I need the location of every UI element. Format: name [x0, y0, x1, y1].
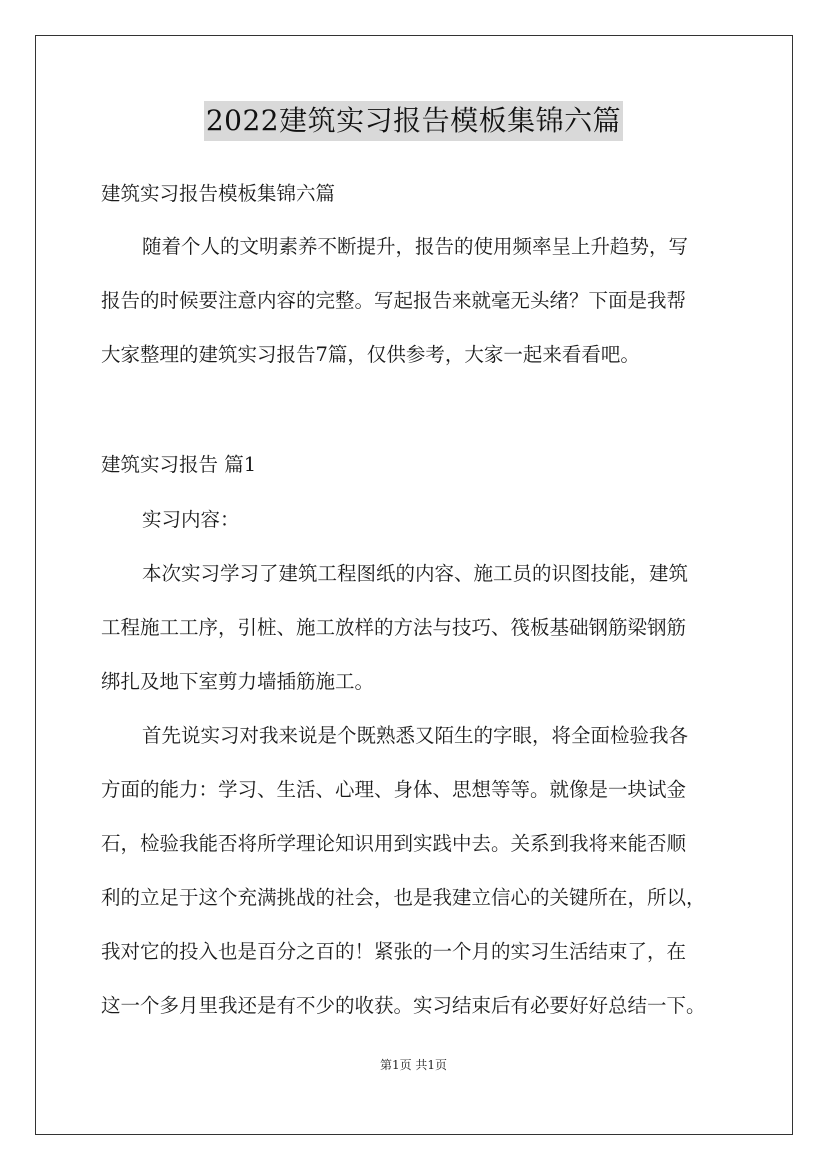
- paragraph-line: 我对它的投入也是百分之百的！紧张的一个月的实习生活结束了，在: [101, 940, 687, 963]
- paragraph-line: 本次实习学习了建筑工程图纸的内容、施工员的识图技能，建筑: [142, 562, 689, 585]
- intro-line: 报告的时候要注意内容的完整。写起报告来就毫无头绪？下面是我帮: [101, 289, 687, 312]
- section-heading: 建筑实习报告 篇1: [101, 453, 257, 476]
- title-container: [0, 101, 827, 141]
- paragraph-line: 石，检验我能否将所学理论知识用到实践中去。关系到我将来能否顺: [101, 832, 687, 855]
- intro-line: 随着个人的文明素养不断提升，报告的使用频率呈上升趋势，写: [142, 235, 689, 258]
- content-label: 实习内容：: [142, 508, 240, 531]
- document-subtitle: 建筑实习报告模板集锦六篇: [101, 182, 336, 205]
- paragraph-line: 绑扎及地下室剪力墙插筋施工。: [101, 670, 375, 693]
- intro-line: 大家整理的建筑实习报告7篇，仅供参考，大家一起来看看吧。: [101, 343, 640, 366]
- paragraph-line: 首先说实习对我来说是个既熟悉又陌生的字眼，将全面检验我各: [142, 724, 689, 747]
- paragraph-line: 利的立足于这个充满挑战的社会，也是我建立信心的关键所在，所以，: [101, 886, 706, 909]
- page-number: 第1页 共1页: [379, 1058, 448, 1072]
- document-title: 2022建筑实习报告模板集锦六篇: [204, 101, 623, 141]
- paragraph-line: 这一个多月里我还是有不少的收获。实习结束后有必要好好总结一下。: [101, 994, 706, 1017]
- paragraph-line: 方面的能力：学习、生活、心理、身体、思想等等。就像是一块试金: [101, 778, 687, 801]
- paragraph-line: 工程施工工序，引桩、施工放样的方法与技巧、筏板基础钢筋梁钢筋: [101, 616, 687, 639]
